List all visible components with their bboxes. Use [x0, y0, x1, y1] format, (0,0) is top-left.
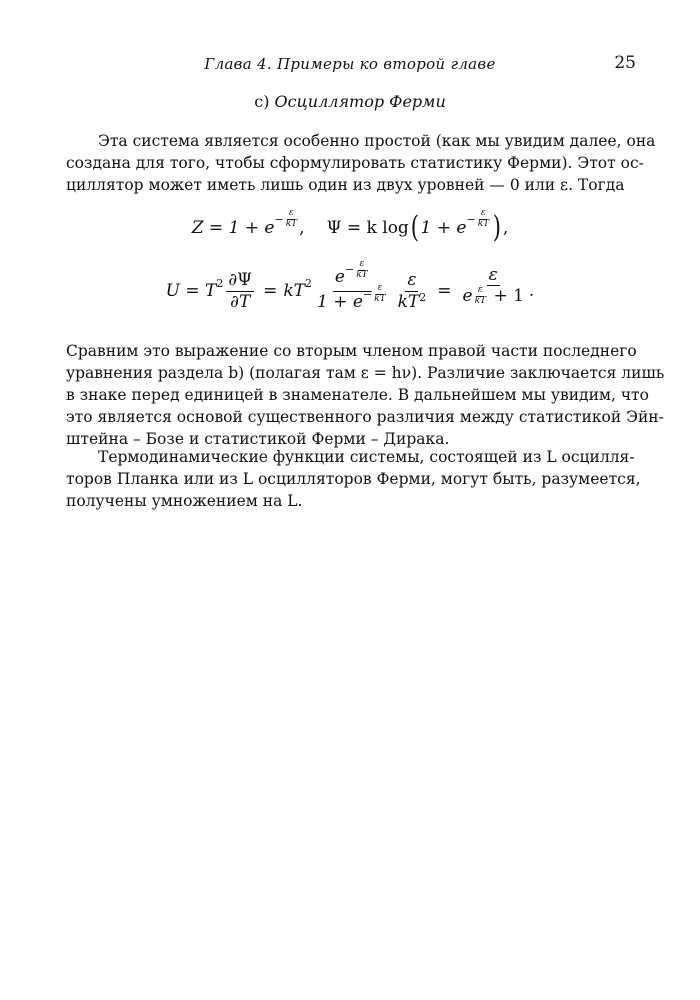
exp-denominator: kT — [477, 218, 490, 229]
section-letter: c) — [254, 92, 270, 111]
paragraph-line: Эта система является особенно простой (как мы увидим далее, она — [98, 132, 656, 150]
formula-energy — [0, 258, 700, 324]
paragraph-line: Термодинамические функции системы, состоящей из L осцилля- — [98, 448, 635, 466]
formula-end: . — [528, 281, 535, 301]
paragraph-line: получены умножением на L. — [66, 492, 303, 510]
exp-fraction — [285, 209, 298, 230]
partial-denominator: ∂T — [230, 291, 251, 312]
fraction-result — [461, 266, 526, 316]
paragraph-intro — [66, 130, 656, 196]
kt2-denominator: kT2 — [397, 290, 427, 312]
square: 2 — [304, 276, 312, 290]
square: 2 — [216, 276, 224, 290]
kt-factor: kT — [283, 281, 305, 301]
equals: = — [263, 281, 278, 301]
eps-numerator: ε — [407, 269, 417, 290]
result-denominator: e $\frac{\varepsilon}{kT}$ + 1 — [462, 285, 524, 307]
formula-sep: , — [299, 218, 305, 238]
formula-exponent — [466, 209, 491, 230]
exp-minus: − — [274, 212, 284, 226]
fraction-exp — [315, 258, 390, 314]
paragraph-line: это является основой существенного различия между статистикой Эйн- — [66, 408, 664, 426]
running-header: Глава 4. Примеры ко второй главе — [204, 55, 496, 73]
formula-z-lhs: Z = 1 + e — [191, 218, 275, 238]
right-paren: ) — [492, 210, 502, 245]
left-paren: ( — [410, 210, 419, 245]
paragraph-line: в знаке перед единицей в знаменателе. В дальнейшем мы увидим, что — [66, 386, 649, 404]
paragraph-line: штейна – Бозе и статистикой Ферми – Дирака. — [66, 430, 450, 448]
formula-psi-lhs: Ψ = k log — [326, 218, 409, 238]
formula-exponent — [275, 209, 300, 230]
fraction-numerator: e − $\frac{\varepsilon}{kT}$ — [333, 268, 372, 291]
exp-fraction — [477, 209, 490, 230]
paragraph-line: циллятор может иметь лишь один из двух уровней — 0 или ε. Тогда — [66, 176, 625, 194]
equals: = — [437, 281, 452, 301]
fraction-denominator: 1 + e − $\frac{\varepsilon}{kT}$ — [316, 283, 386, 312]
formula-tail: , — [502, 218, 509, 238]
paragraph-line: уравнения раздела b) (полагая там ε = hν). Различие заключается лишь — [66, 364, 665, 382]
exp-denominator: kT — [285, 218, 298, 229]
page-number: 25 — [614, 53, 636, 73]
exp-minus: − — [466, 212, 476, 226]
partial-derivative — [226, 271, 254, 311]
section-title: Осциллятор Ферми — [274, 92, 446, 111]
formula-partition-function — [0, 205, 700, 251]
section-heading — [0, 92, 700, 111]
exp-numerator: ε — [289, 207, 294, 218]
formula-u-lhs: U = T — [165, 281, 217, 301]
exp-numerator: ε — [481, 207, 486, 218]
result-numerator: ε — [488, 264, 498, 285]
paragraph-comparison — [66, 340, 665, 450]
paragraph-line: Сравним это выражение со вторым членом правой части последнего — [66, 342, 637, 360]
paragraph-line: торов Планка или из L осцилляторов Ферми, могут быть, разумеется, — [66, 470, 641, 488]
paragraph-line: создана для того, чтобы сформулировать статистику Ферми). Этот ос- — [66, 154, 644, 172]
paragraph-thermodynamic — [66, 446, 641, 512]
fraction-eps-kt2 — [396, 271, 429, 311]
formula-psi-inner: 1 + e — [420, 218, 467, 238]
partial-numerator: ∂Ψ — [228, 269, 253, 290]
